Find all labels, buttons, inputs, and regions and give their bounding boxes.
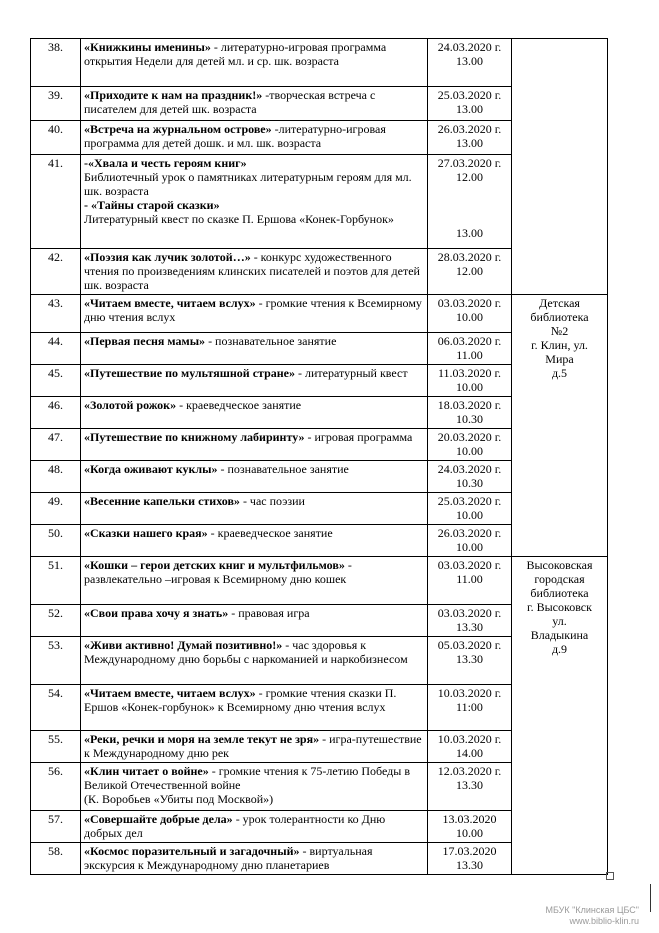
event-title: «Поэзия как лучик золотой…» <box>84 250 251 264</box>
event-description <box>81 39 428 87</box>
event-time: 10.00 <box>456 826 483 840</box>
event-description <box>81 605 428 637</box>
location-line: библиотека <box>530 310 589 324</box>
event-text-2: (К. Воробьев «Убиты под Москвой») <box>84 792 274 806</box>
event-date <box>428 365 512 397</box>
row-number: 43. <box>31 295 81 333</box>
event-text: - познавательное занятие <box>205 334 337 348</box>
event-title: «Сказки нашего края» <box>84 526 208 540</box>
event-date <box>428 731 512 763</box>
event-text: - правовая игра <box>228 606 310 620</box>
location-line: д.5 <box>551 366 568 380</box>
row-number: 51. <box>31 557 81 605</box>
event-date <box>428 811 512 843</box>
page-edge-line <box>650 884 651 912</box>
event-title: «Живи активно! Думай позитивно!» <box>84 638 283 652</box>
row-number: 41. <box>31 155 81 249</box>
location-line: ул. <box>552 614 567 628</box>
event-date <box>428 39 512 87</box>
event-date-value: 06.03.2020 г. <box>437 334 502 348</box>
location-line: Мира <box>545 352 574 366</box>
event-date <box>428 121 512 155</box>
event-time: 12.00 <box>456 264 483 278</box>
table-row <box>31 557 608 605</box>
event-date <box>428 493 512 525</box>
event-date-value: 13.03.2020 <box>442 812 497 826</box>
event-date-value: 17.03.2020 <box>442 844 497 858</box>
event-date-value: 24.03.2020 г. <box>437 462 502 476</box>
row-number: 46. <box>31 397 81 429</box>
row-number: 49. <box>31 493 81 525</box>
event-time: 11.00 <box>456 348 483 362</box>
event-text: - краеведческое занятие <box>176 398 302 412</box>
row-number: 57. <box>31 811 81 843</box>
event-description <box>81 843 428 875</box>
event-time-2: 13.00 <box>456 226 483 240</box>
event-time: 13.30 <box>456 652 483 666</box>
event-description <box>81 121 428 155</box>
event-time: 13.00 <box>456 102 483 116</box>
event-title: «Первая песня мамы» <box>84 334 206 348</box>
event-date <box>428 155 512 249</box>
event-text: -творческая встреча с писателем для детей шк. возраста <box>84 88 376 116</box>
event-text: - литературный квест <box>294 366 408 380</box>
event-text: - развлекательно –игровая к Всемирному дню кошек <box>84 558 352 586</box>
event-description <box>81 295 428 333</box>
event-time: 10.00 <box>456 444 483 458</box>
event-text: -литературно-игровая программа для детей дошк. и мл. шк. возраста <box>84 122 386 150</box>
event-description <box>81 397 428 429</box>
event-date-value: 24.03.2020 г. <box>437 40 502 54</box>
row-number: 53. <box>31 637 81 685</box>
events-table <box>30 38 608 875</box>
event-title: «Читаем вместе, читаем вслух» <box>84 296 256 310</box>
event-date <box>428 295 512 333</box>
event-title: «Читаем вместе, читаем вслух» <box>84 686 256 700</box>
table-row <box>31 295 608 333</box>
event-date-value: 12.03.2020 г. <box>437 764 502 778</box>
event-date-value: 11.03.2020 г. <box>437 366 502 380</box>
row-number: 40. <box>31 121 81 155</box>
event-description <box>81 365 428 397</box>
event-date-value: 03.03.2020 г. <box>437 558 502 572</box>
event-text: Библиотечный урок о памятниках литературным героям для мл. шк. возраста <box>84 170 412 198</box>
event-date <box>428 87 512 121</box>
location-cell-empty <box>512 39 608 295</box>
location-line: Владыкина <box>530 628 589 642</box>
event-title: «Клин читает о войне» <box>84 764 209 778</box>
event-date-value: 20.03.2020 г. <box>437 430 502 444</box>
event-text: - громкие чтения сказки П. Ершов «Конек-горбунок» к Всемирному дню чтения вслух <box>84 686 397 714</box>
event-date-value: 10.03.2020 г. <box>437 732 502 746</box>
event-description <box>81 525 428 557</box>
event-description <box>81 685 428 731</box>
event-title: «Золотой рожок» <box>84 398 177 412</box>
location-line: г. Клин, ул. <box>531 338 588 352</box>
event-text: - литературно-игровая программа открытия Недели для детей мл. и ср. шк. возраста <box>84 40 387 68</box>
event-title: «Когда оживают куклы» <box>84 462 218 476</box>
row-number: 42. <box>31 249 81 295</box>
event-time: 11.00 <box>456 572 483 586</box>
event-date-value: 18.03.2020 г. <box>437 398 502 412</box>
event-description <box>81 811 428 843</box>
watermark-url: www.biblio-klin.ru <box>569 916 639 926</box>
event-time: 10.00 <box>456 310 483 324</box>
row-number: 54. <box>31 685 81 731</box>
event-text: - урок толерантности ко Дню добрых дел <box>84 812 386 840</box>
event-text: - громкие чтения к Всемирному дню чтения вслух <box>84 296 422 324</box>
event-title: «Приходите к нам на праздник!» <box>84 88 263 102</box>
event-description <box>81 731 428 763</box>
event-title: «Путешествие по книжному лабиринту» <box>84 430 305 444</box>
event-text: - час здоровья к Международному дню борьбы с наркоманией и наркобизнесом <box>84 638 408 666</box>
row-number: 47. <box>31 429 81 461</box>
event-description <box>81 637 428 685</box>
watermark <box>545 905 639 927</box>
location-line: д.9 <box>551 642 568 656</box>
row-number: 44. <box>31 333 81 365</box>
event-text-2: Литературный квест по сказке П. Ершова «Конек-Горбунок» <box>84 212 394 226</box>
row-number: 45. <box>31 365 81 397</box>
event-description <box>81 155 428 249</box>
event-time: 10.00 <box>456 508 483 522</box>
location-line: городская <box>534 572 585 586</box>
event-time: 14.00 <box>456 746 483 760</box>
row-number: 38. <box>31 39 81 87</box>
event-date <box>428 397 512 429</box>
event-date-value: 26.03.2020 г. <box>437 122 502 136</box>
event-description <box>81 429 428 461</box>
event-title: «Кошки – герои детских книг и мультфильмов» <box>84 558 345 572</box>
event-description <box>81 461 428 493</box>
event-date <box>428 763 512 811</box>
row-number: 56. <box>31 763 81 811</box>
event-text: - час поэзии <box>239 494 305 508</box>
event-text: - игровая программа <box>304 430 413 444</box>
event-time: 11:00 <box>456 700 483 714</box>
event-title: «Встреча на журнальном острове» <box>84 122 272 136</box>
event-date-value: 03.03.2020 г. <box>437 296 502 310</box>
row-number: 48. <box>31 461 81 493</box>
location-line: библиотека <box>530 586 589 600</box>
event-title: «Реки, речки и моря на земле текут не зря» <box>84 732 320 746</box>
location-library-2 <box>512 295 608 557</box>
event-text: - громкие чтения к 75-летию Победы в Великой Отечественной войне <box>84 764 410 792</box>
watermark-org: МБУК "Клинская ЦБС" <box>545 905 639 915</box>
location-line: №2 <box>550 324 569 338</box>
event-time: 13.00 <box>456 54 483 68</box>
event-text: - виртуальная экскурсия к Международному дню планетариев <box>84 844 373 872</box>
event-time: 13.00 <box>456 136 483 150</box>
event-description <box>81 557 428 605</box>
event-date-value: 25.03.2020 г. <box>437 494 502 508</box>
event-time: 13.30 <box>456 778 483 792</box>
event-date-value: 25.03.2020 г. <box>437 88 502 102</box>
event-title: «Свои права хочу я знать» <box>84 606 229 620</box>
event-date <box>428 605 512 637</box>
event-date-value: 03.03.2020 г. <box>437 606 502 620</box>
event-text: - конкурс художественного чтения по произведениям клинских писателей и поэтов для детей шк. возраста <box>84 250 420 292</box>
row-number: 55. <box>31 731 81 763</box>
event-description <box>81 249 428 295</box>
event-date <box>428 685 512 731</box>
event-title: «Путешествие по мультяшной стране» <box>84 366 295 380</box>
event-date <box>428 461 512 493</box>
event-text: - игра-путешествие к Международному дню рек <box>84 732 422 760</box>
event-time: 10.30 <box>456 412 483 426</box>
event-description <box>81 763 428 811</box>
location-vysokovsk <box>512 557 608 875</box>
event-date-value: 28.03.2020 г. <box>437 250 502 264</box>
event-date <box>428 249 512 295</box>
event-description <box>81 493 428 525</box>
event-date <box>428 637 512 685</box>
event-date <box>428 333 512 365</box>
location-line: Высоковская <box>526 558 593 572</box>
event-title: «Книжкины именины» <box>84 40 211 54</box>
event-time: 10.00 <box>456 380 483 394</box>
event-title: «Совершайте добрые дела» <box>84 812 233 826</box>
location-line: г. Высоковск <box>527 600 592 614</box>
event-date-value: 05.03.2020 г. <box>437 638 502 652</box>
event-description <box>81 87 428 121</box>
event-date <box>428 843 512 875</box>
event-time: 13.30 <box>456 858 483 872</box>
event-time: 12.00 <box>456 170 483 184</box>
location-line: Детская <box>539 296 580 310</box>
event-date-value: 26.03.2020 г. <box>437 526 502 540</box>
event-time: 10.00 <box>456 540 483 554</box>
event-date <box>428 525 512 557</box>
row-number: 58. <box>31 843 81 875</box>
event-date-value: 10.03.2020 г. <box>437 686 502 700</box>
row-number: 52. <box>31 605 81 637</box>
event-title: «Космос поразительный и загадочный» <box>84 844 300 858</box>
event-title-2: - «Тайны старой сказки» <box>84 198 220 212</box>
event-text: - познавательное занятие <box>217 462 349 476</box>
event-time: 10.30 <box>456 476 483 490</box>
row-number: 50. <box>31 525 81 557</box>
event-date <box>428 429 512 461</box>
event-title: «Весенние капельки стихов» <box>84 494 240 508</box>
event-date <box>428 557 512 605</box>
event-text: - краеведческое занятие <box>207 526 333 540</box>
table-row <box>31 39 608 87</box>
row-number: 39. <box>31 87 81 121</box>
event-description <box>81 333 428 365</box>
event-date-value: 27.03.2020 г. <box>437 156 502 170</box>
event-title: -«Хвала и честь героям книг» <box>84 156 247 170</box>
table-end-marker <box>606 872 614 880</box>
event-time: 13.30 <box>456 620 483 634</box>
